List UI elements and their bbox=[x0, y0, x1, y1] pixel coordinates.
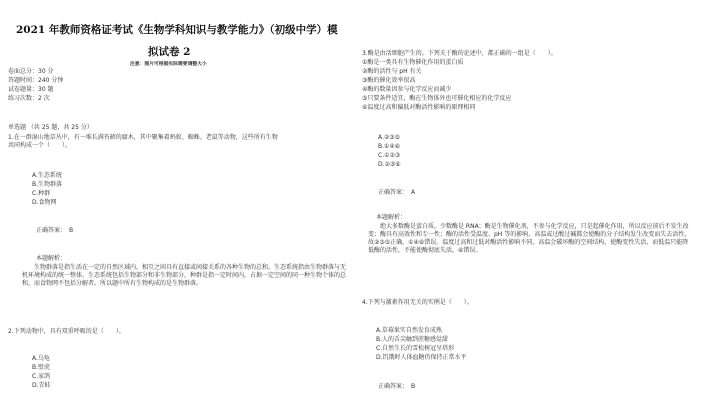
q3-statement-3: ③酶的催化效率很高 bbox=[362, 77, 416, 84]
q2-option-b: B.壁虎 bbox=[32, 364, 51, 371]
q3-stem: 3.酶是由活细胞产生的。下列关于酶的论述中，都正确的一组是（ ）。 bbox=[362, 50, 557, 57]
q3-statement-5: ⑤只要条件适宜，酶在生物体外也可催化相应的化学反应 bbox=[362, 95, 512, 102]
q3-statement-6: ⑥温度过高和偏低对酶活性影响的原理相同 bbox=[362, 104, 476, 111]
q1-answer: 正确答案： B bbox=[36, 227, 74, 234]
exam-title-line2: 拟试卷 2 bbox=[148, 46, 191, 58]
exam-title-line1: 2021 年教师资格证考试《生物学科知识与教学能力》（初级中学）模 bbox=[16, 24, 338, 36]
q3-option-b: B.①④⑥ bbox=[378, 143, 401, 150]
q4-option-c: C.自然生长的雪松树冠呈塔形 bbox=[376, 345, 455, 352]
q3-statement-2: ②酶的活性与 pH 有关 bbox=[362, 68, 422, 75]
q4-option-a: A.草莓果实自然发育成熟 bbox=[376, 327, 442, 334]
q3-option-d: D.②③⑥ bbox=[378, 161, 401, 168]
q2-option-c: C.家鸽 bbox=[32, 373, 51, 380]
info-total-score: 卷面总分：30 分 bbox=[8, 68, 54, 75]
q3-analysis-title: 本题解析： bbox=[376, 214, 407, 221]
q1-option-b: B.生物群落 bbox=[32, 181, 63, 188]
q2-option-a: A.乌龟 bbox=[32, 355, 50, 362]
q3-option-a: A.②③⑤ bbox=[378, 134, 401, 141]
q1-option-d: D.食物网 bbox=[32, 199, 57, 206]
q1-analysis-title: 本题解析： bbox=[36, 255, 67, 262]
q1-option-a: A.生态系统 bbox=[32, 172, 62, 179]
q1-option-c: C.种群 bbox=[32, 190, 51, 197]
image-note: 注意：图片可根据实际需要调整大小 bbox=[130, 62, 207, 67]
q4-option-b: B.人的舌尖触到蔗糖感觉甜 bbox=[376, 336, 449, 343]
q1-stem-line1: 1.在一群湿山地草丛中，有一堆长满苔藓的腐木，其中聚集着蚂蚁、蜘蛛、老鼠等动物，这些所有生物 bbox=[8, 134, 278, 141]
q2-stem: 2.下列动物中，具有双重呼吸的是（ ）。 bbox=[8, 328, 125, 335]
q3-answer: 正确答案： A bbox=[378, 189, 416, 196]
q4-option-d: D.饥饿时人体血糖仍保持正常水平 bbox=[376, 354, 467, 361]
info-question-count: 试卷题量：30 题 bbox=[8, 86, 54, 93]
q4-answer: 正确答案： B bbox=[378, 383, 416, 390]
info-duration: 答题时间：240 分钟 bbox=[8, 77, 64, 84]
q3-option-c: C.①②③ bbox=[378, 152, 401, 159]
q3-statement-1: ①酶是一类具有生物催化作用的蛋白质 bbox=[362, 59, 464, 66]
q3-statement-4: ④酶的数量因参与化学反应而减少 bbox=[362, 86, 452, 93]
info-practice-count: 练习次数：2 次 bbox=[8, 95, 50, 102]
q3-analysis-text: 绝大多数酶是蛋白质，少数酶是 RNA；酶是生物催化剂，不参与化学反应，只是起催化作用，所以反应前后不发生改变；酶具有高效性和专一性；酶的活性受温度、pH 等的影响，高温或过酸过碱都会使酶的分子结构发生改变而失去活性，故②③⑤正确，①④⑥错误。温度过高和过低对酶活性影响不同，高温会破坏酶的空间结构，使酶变性失活，而低温只能降低酶的活性，不能使酶彻底失活，⑥错误。 bbox=[368, 223, 691, 254]
q2-option-d: D.青蛙 bbox=[32, 382, 51, 389]
q4-stem: 4.下列与激素作用无关的实例是（ ）。 bbox=[362, 299, 473, 306]
section-heading: 单选题 （共 25 题，共 25 分） bbox=[8, 124, 93, 131]
q1-stem-line2: 共同构成一个（ ）。 bbox=[8, 142, 72, 149]
q1-analysis-text: 生物群落是指生活在一定的自然区域内，相互之间具有直接或间接关系的各种生物的总和。生态系统指由生物群落与无机环境构成的统一整体。生态系统包括生物部分和非生物部分，种群是指一定时间内，占据一定空间的同一种生物个体的总和，而食物网不包括分解者。所以题中所有生物构成的是生物群落。 bbox=[22, 264, 347, 287]
